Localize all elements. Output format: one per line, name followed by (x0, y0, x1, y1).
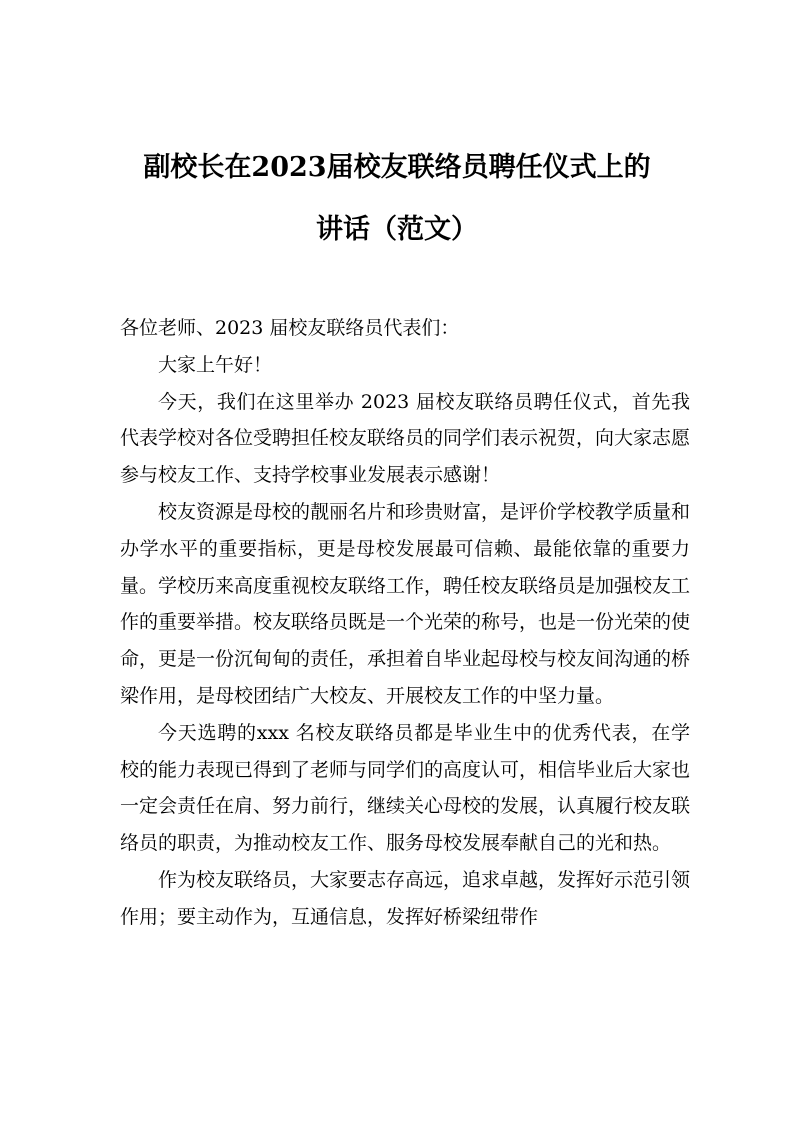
document-title-line-2: 讲话（范文） (316, 214, 478, 245)
paragraph-selected-liaisons: 今天选聘的xxx 名校友联络员都是毕业生中的优秀代表，在学校的能力表现已得到了老师与同学们的高度认可，相信毕业后大家也一定会责任在肩、努力前行，继续关心母校的发展，认真履行校友联络员的职责，为推动校友工作、服务母校发展奉献自己的光和热。 (120, 721, 691, 855)
paragraph-alumni-resources: 校友资源是母校的靓丽名片和珍贵财富，是评价学校教学质量和办学水平的重要指标，更是母校发展最可信赖、最能依靠的重要力量。学校历来高度重视校友联络工作，聘任校友联络员是加强校友工作的重要举措。校友联络员既是一个光荣的称号，也是一份光荣的使命，更是一份沉甸甸的责任，承担着自毕业起母校与校友间沟通的桥梁作用，是母校团结广大校友、开展校友工作的中坚力量。 (120, 500, 691, 707)
paragraph-greeting: 大家上午好！ (158, 353, 273, 376)
document-body (120, 310, 690, 936)
salutation: 各位老师、2023 届校友联络员代表们： (120, 317, 460, 339)
document-title-line-1: 副校长在2023届校友联络员聘任仪式上的 (143, 152, 651, 183)
paragraph-expectations: 作为校友联络员，大家要志存高远，追求卓越，发挥好示范引领作用；要主动作为，互通信息，发挥好桥梁纽带作 (120, 868, 691, 928)
paragraph-opening: 今天，我们在这里举办 2023 届校友联络员聘任仪式，首先我代表学校对各位受聘担任校友联络员的同学们表示祝贺，向大家志愿参与校友工作、支持学校事业发展表示感谢！ (120, 390, 691, 487)
